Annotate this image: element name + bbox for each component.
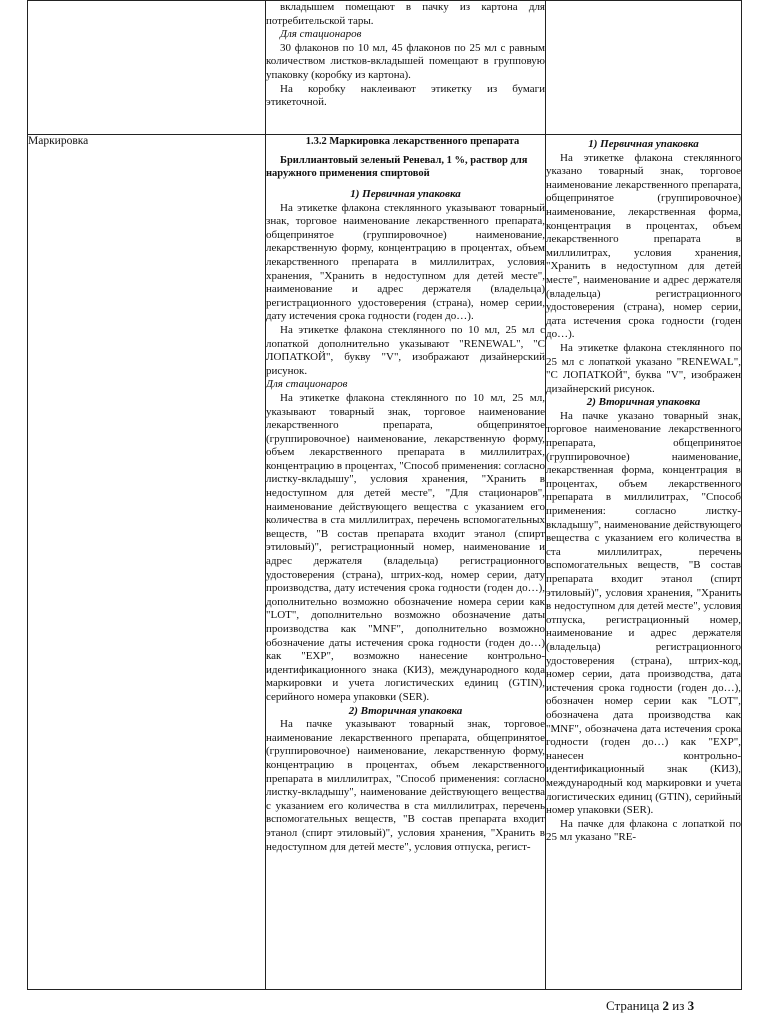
stationary-text: На этикетке флакона стеклянного по 10 мл, 25 мл, указывают товарный знак, торговое наименование лекарственного препарата, общепринятое (группировочное) наименование, лекарственную форму, объем лекарственного препарата в миллилитрах, концентрацию в процентах, "Способ применения: согласно листку-вкладышу", условия хранения, "Хранить в недоступном для детей месте", "Для стационаров", наименование действующего вещества с указанием его количества в ста миллилитрах, перечень вспомогательных веществ, "В состав препарата входит этанол (спирт этиловый)", регистрационный номер, наименование и адрес держателя (владельца) регистрационного удостоверения (страна), штрих-код, номер серии, дату производства, дату истечения срока годности (годен до…), дополнительно возможно обозначение номера серии как "LOT", дополнительно возможно обозначение даты производства как "MNF", дополнительно возможно обозначение даты истечения срока годности (годен до…) как "EXP", возможно нанесение контрольно-идентификационного знака (КИЗ), международного кода маркировки и учета логистических единиц (GTIN), серийного номера упаковки (SER). xyxy=(266,391,545,703)
packaging-text-3: На коробку наклеивают этикетку из бумаги этикеточной. xyxy=(266,82,545,109)
packaging-text-cell xyxy=(266,1,546,135)
section-title: 1.3.2 Маркировка лекарственного препарата xyxy=(305,136,520,147)
stationary-label: Для стационаров xyxy=(266,378,348,391)
row-label: Маркировка xyxy=(28,135,89,147)
packaging-text-2: 30 флаконов по 10 мл, 45 флаконов по 25 мл с равным количеством листков-вкладышей помещают в групповую упаковку (коробку из картона). xyxy=(266,41,545,81)
marking-middle-cell xyxy=(266,135,546,990)
right-primary-text-2: На этикетке флакона стеклянного по 25 мл с лопаткой указано "RENEWAL", "С ЛОПАТКОЙ", буква "V", изображен дизайнерский рисунок. xyxy=(546,341,741,395)
marking-right-cell xyxy=(546,135,742,990)
page-prefix: Страница xyxy=(606,998,660,1013)
right-primary-title: 1) Первичная упаковка xyxy=(588,138,699,150)
right-primary-text-1: На этикетке флакона стеклянного указано товарный знак, торговое наименование лекарственного препарата, общепринятое (группировочное) наименование, лекарственная форма, концентрация в процентах, объем лекарственного препарата в миллилитрах, условия хранения, "Хранить в недоступном для детей месте", наименование и адрес держателя (владельца) регистрационного удостоверения (страна), номер серии, дата истечения срока годности (годен до…). xyxy=(546,151,741,341)
right-secondary-text: На пачке указано товарный знак, торговое наименование лекарственного препарата, общепринятое (группировочное) наименование, лекарственная форма, концентрация в процентах, объем лекарственного препарата в миллилитрах, "Способ применения: согласно листку-вкладышу", наименование действующего вещества с указанием его количества в ста миллилитрах, перечень вспомогательных веществ, "В состав препарата входит этанол (спирт этиловый)", условия хранения, "Хранить в недоступном для детей месте", условия отпуска, регистрационный номер, наименование и адрес держателя (владельца) регистрационного удостоверения (страна), штрих-код, номер серии, дата производства, дата истечения срока годности (годен до…), обозначен номер серии как "LOT", обозначена дата производства как "MNF", обозначена дата истечения срока годности (годен до…) как "EXP", нанесен контрольно-идентификационный знак (КИЗ), международный код маркировки и учета логистических единиц (GTIN), серийный номер упаковки (SER). xyxy=(546,409,741,817)
packaging-right-cell xyxy=(546,1,742,135)
right-secondary-title: 2) Вторичная упаковка xyxy=(586,396,701,409)
secondary-packaging-title: 2) Вторичная упаковка xyxy=(348,704,463,717)
marking-label-cell xyxy=(28,135,266,990)
secondary-text: На пачке указывают товарный знак, торговое наименование лекарственного препарата, общепринятое (группировочное) наименование, лекарственную форму, концентрацию в процентах, объем лекарственного препарата в миллилитрах, "Способ применения: согласно листку-вкладышу", наименование действующего вещества с указанием его количества в ста миллилитрах, перечень вспомогательных веществ, "В состав препарата входит этанол (спирт этиловый)", условия хранения, "Хранить в недоступном для детей месте", условия отпуска, регист- xyxy=(266,718,545,853)
marking-row xyxy=(28,135,742,990)
primary-packaging-title: 1) Первичная упаковка xyxy=(350,188,461,200)
primary-text-1: На этикетке флакона стеклянного указывают товарный знак, торговое наименование лекарственного препарата, общепринятое (группировочное) наименование, лекарственную форму, концентрацию в процентах, объем лекарственного препарата в миллилитрах, условия хранения, "Хранить в недоступном для детей месте", наименование и адрес держателя (владельца) регистрационного удостоверения (страна), номер серии, дату истечения срока годности (годен до…). xyxy=(266,201,545,323)
stationary-label-top: Для стационаров xyxy=(280,28,362,41)
packaging-row xyxy=(28,1,742,135)
document-table xyxy=(27,0,742,990)
packaging-text-1: вкладышем помещают в пачку из картона для потребительской тары. xyxy=(266,1,545,27)
page-current: 2 xyxy=(662,998,670,1013)
packaging-label-cell xyxy=(28,1,266,135)
page-total: 3 xyxy=(687,998,695,1013)
primary-text-2: На этикетке флакона стеклянного по 10 мл, 25 мл с лопаткой дополнительно указывают "RENEWAL", "С ЛОПАТКОЙ", букву "V", изображают дизайнерский рисунок. xyxy=(266,323,545,377)
right-secondary-text-2: На пачке для флакона с лопаткой по 25 мл указано "RE- xyxy=(546,817,741,844)
drug-title: Бриллиантовый зеленый Реневал, 1 %, раствор для наружного применения спиртовой xyxy=(266,155,528,179)
page-sep: из xyxy=(672,998,685,1013)
page-number xyxy=(606,998,694,1014)
